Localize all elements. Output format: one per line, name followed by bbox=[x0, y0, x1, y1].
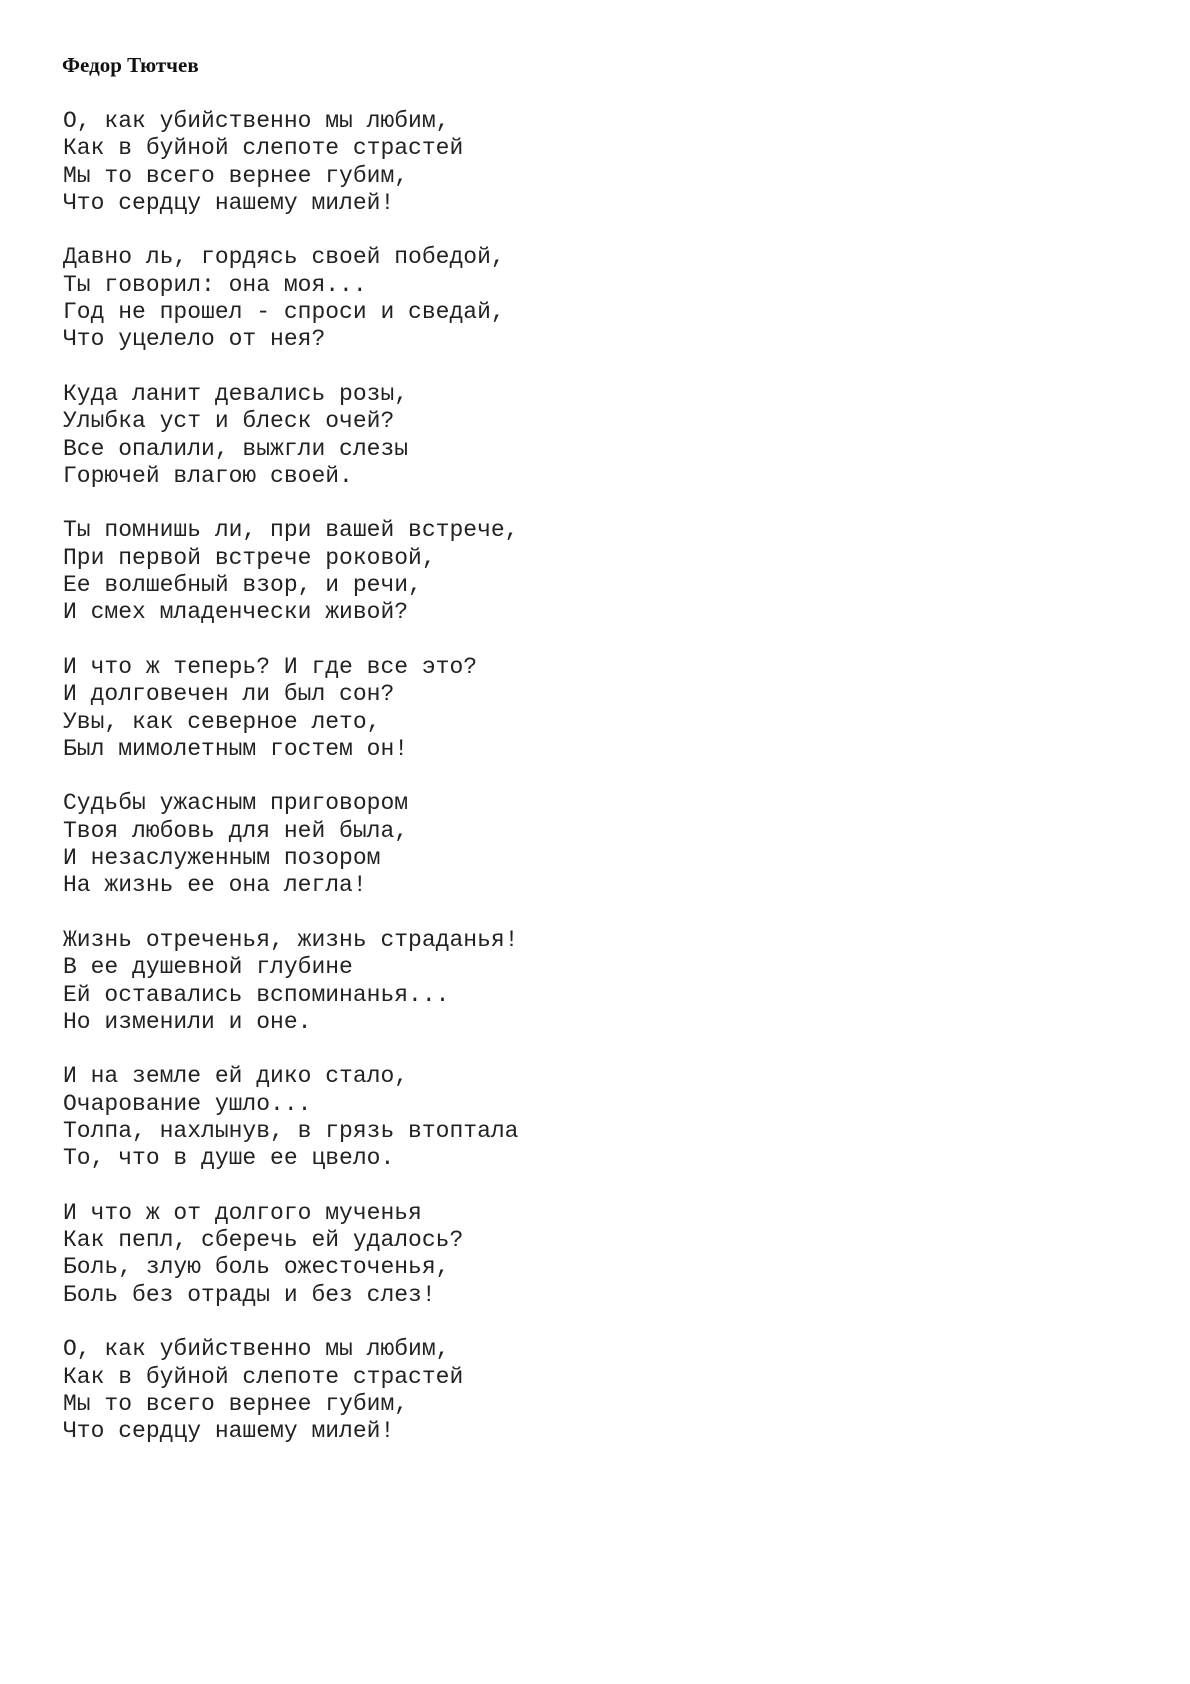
poem-line: Как в буйной слепоте страстей bbox=[63, 135, 464, 162]
stanza-5 bbox=[63, 654, 518, 763]
poem-line: Очарование ушло... bbox=[63, 1090, 312, 1117]
poem-line: Увы, как северное лето, bbox=[63, 708, 381, 735]
poem-line: Ее волшебный взор, и речи, bbox=[63, 572, 422, 599]
poem-line: Что сердцу нашему милей! bbox=[63, 1418, 395, 1445]
poem-line: Ей оставались вспоминанья... bbox=[63, 981, 450, 1008]
stanza-6 bbox=[63, 790, 518, 899]
poem-line: О, как убийственно мы любим, bbox=[63, 1336, 450, 1363]
poem-line: При первой встрече роковой, bbox=[63, 544, 436, 571]
poem-line: Был мимолетным гостем он! bbox=[63, 735, 409, 762]
poem-line: Как пепл, сберечь ей удалось? bbox=[63, 1227, 464, 1254]
stanza-4 bbox=[63, 517, 518, 626]
poem-line: То, что в душе ее цвело. bbox=[63, 1145, 395, 1172]
poem-line: Улыбка уст и блеск очей? bbox=[63, 408, 395, 435]
poem-line: Боль, злую боль ожесточенья, bbox=[63, 1254, 450, 1281]
poem-line: И незаслуженным позором bbox=[63, 845, 381, 872]
poem-line: Год не прошел - спроси и сведай, bbox=[63, 299, 505, 326]
stanza-10 bbox=[63, 1336, 518, 1445]
poem-line: И на земле ей дико стало, bbox=[63, 1063, 409, 1090]
poem-line: Куда ланит девались розы, bbox=[63, 380, 409, 407]
poem-line: Жизнь отреченья, жизнь страданья! bbox=[63, 926, 519, 953]
poem-line: И что ж от долгого мученья bbox=[63, 1199, 422, 1226]
poem-line: Судьбы ужасным приговором bbox=[63, 790, 409, 817]
poem-line: Ты помнишь ли, при вашей встрече, bbox=[63, 517, 519, 544]
poem-line: И смех младенчески живой? bbox=[63, 599, 409, 626]
poem-body bbox=[63, 108, 518, 1473]
poem-line: Что уцелело от нея? bbox=[63, 326, 326, 353]
poem-line: Мы то всего вернее губим, bbox=[63, 162, 409, 189]
poem-line: Толпа, нахлынув, в грязь втоптала bbox=[63, 1117, 519, 1144]
poem-line: И долговечен ли был сон? bbox=[63, 681, 395, 708]
poem-line: На жизнь ее она легла! bbox=[63, 872, 367, 899]
poem-line: О, как убийственно мы любим, bbox=[63, 108, 450, 134]
stanza-8 bbox=[63, 1063, 518, 1172]
stanza-3 bbox=[63, 381, 518, 490]
poem-line: Что сердцу нашему милей! bbox=[63, 189, 395, 216]
poem-line: Мы то всего вернее губим, bbox=[63, 1390, 409, 1417]
poem-line: Давно ль, гордясь своей победой, bbox=[63, 244, 505, 271]
poem-line: Но изменили и оне. bbox=[63, 1008, 312, 1035]
stanza-1 bbox=[63, 108, 518, 217]
poem-line: Горючей влагою своей. bbox=[63, 462, 353, 489]
poem-line: Все опалили, выжгли слезы bbox=[63, 435, 409, 462]
stanza-9 bbox=[63, 1200, 518, 1309]
stanza-2 bbox=[63, 244, 518, 353]
poem-line: В ее душевной глубине bbox=[63, 954, 353, 981]
stanza-7 bbox=[63, 927, 518, 1036]
poem-line: Как в буйной слепоте страстей bbox=[63, 1363, 464, 1390]
author-name: Федор Тютчев bbox=[62, 53, 199, 77]
poem-line: Боль без отрады и без слез! bbox=[63, 1281, 436, 1308]
poem-line: Твоя любовь для ней была, bbox=[63, 817, 409, 844]
poem-line: Ты говорил: она моя... bbox=[63, 271, 367, 298]
poem-line: И что ж теперь? И где все это? bbox=[63, 653, 478, 680]
